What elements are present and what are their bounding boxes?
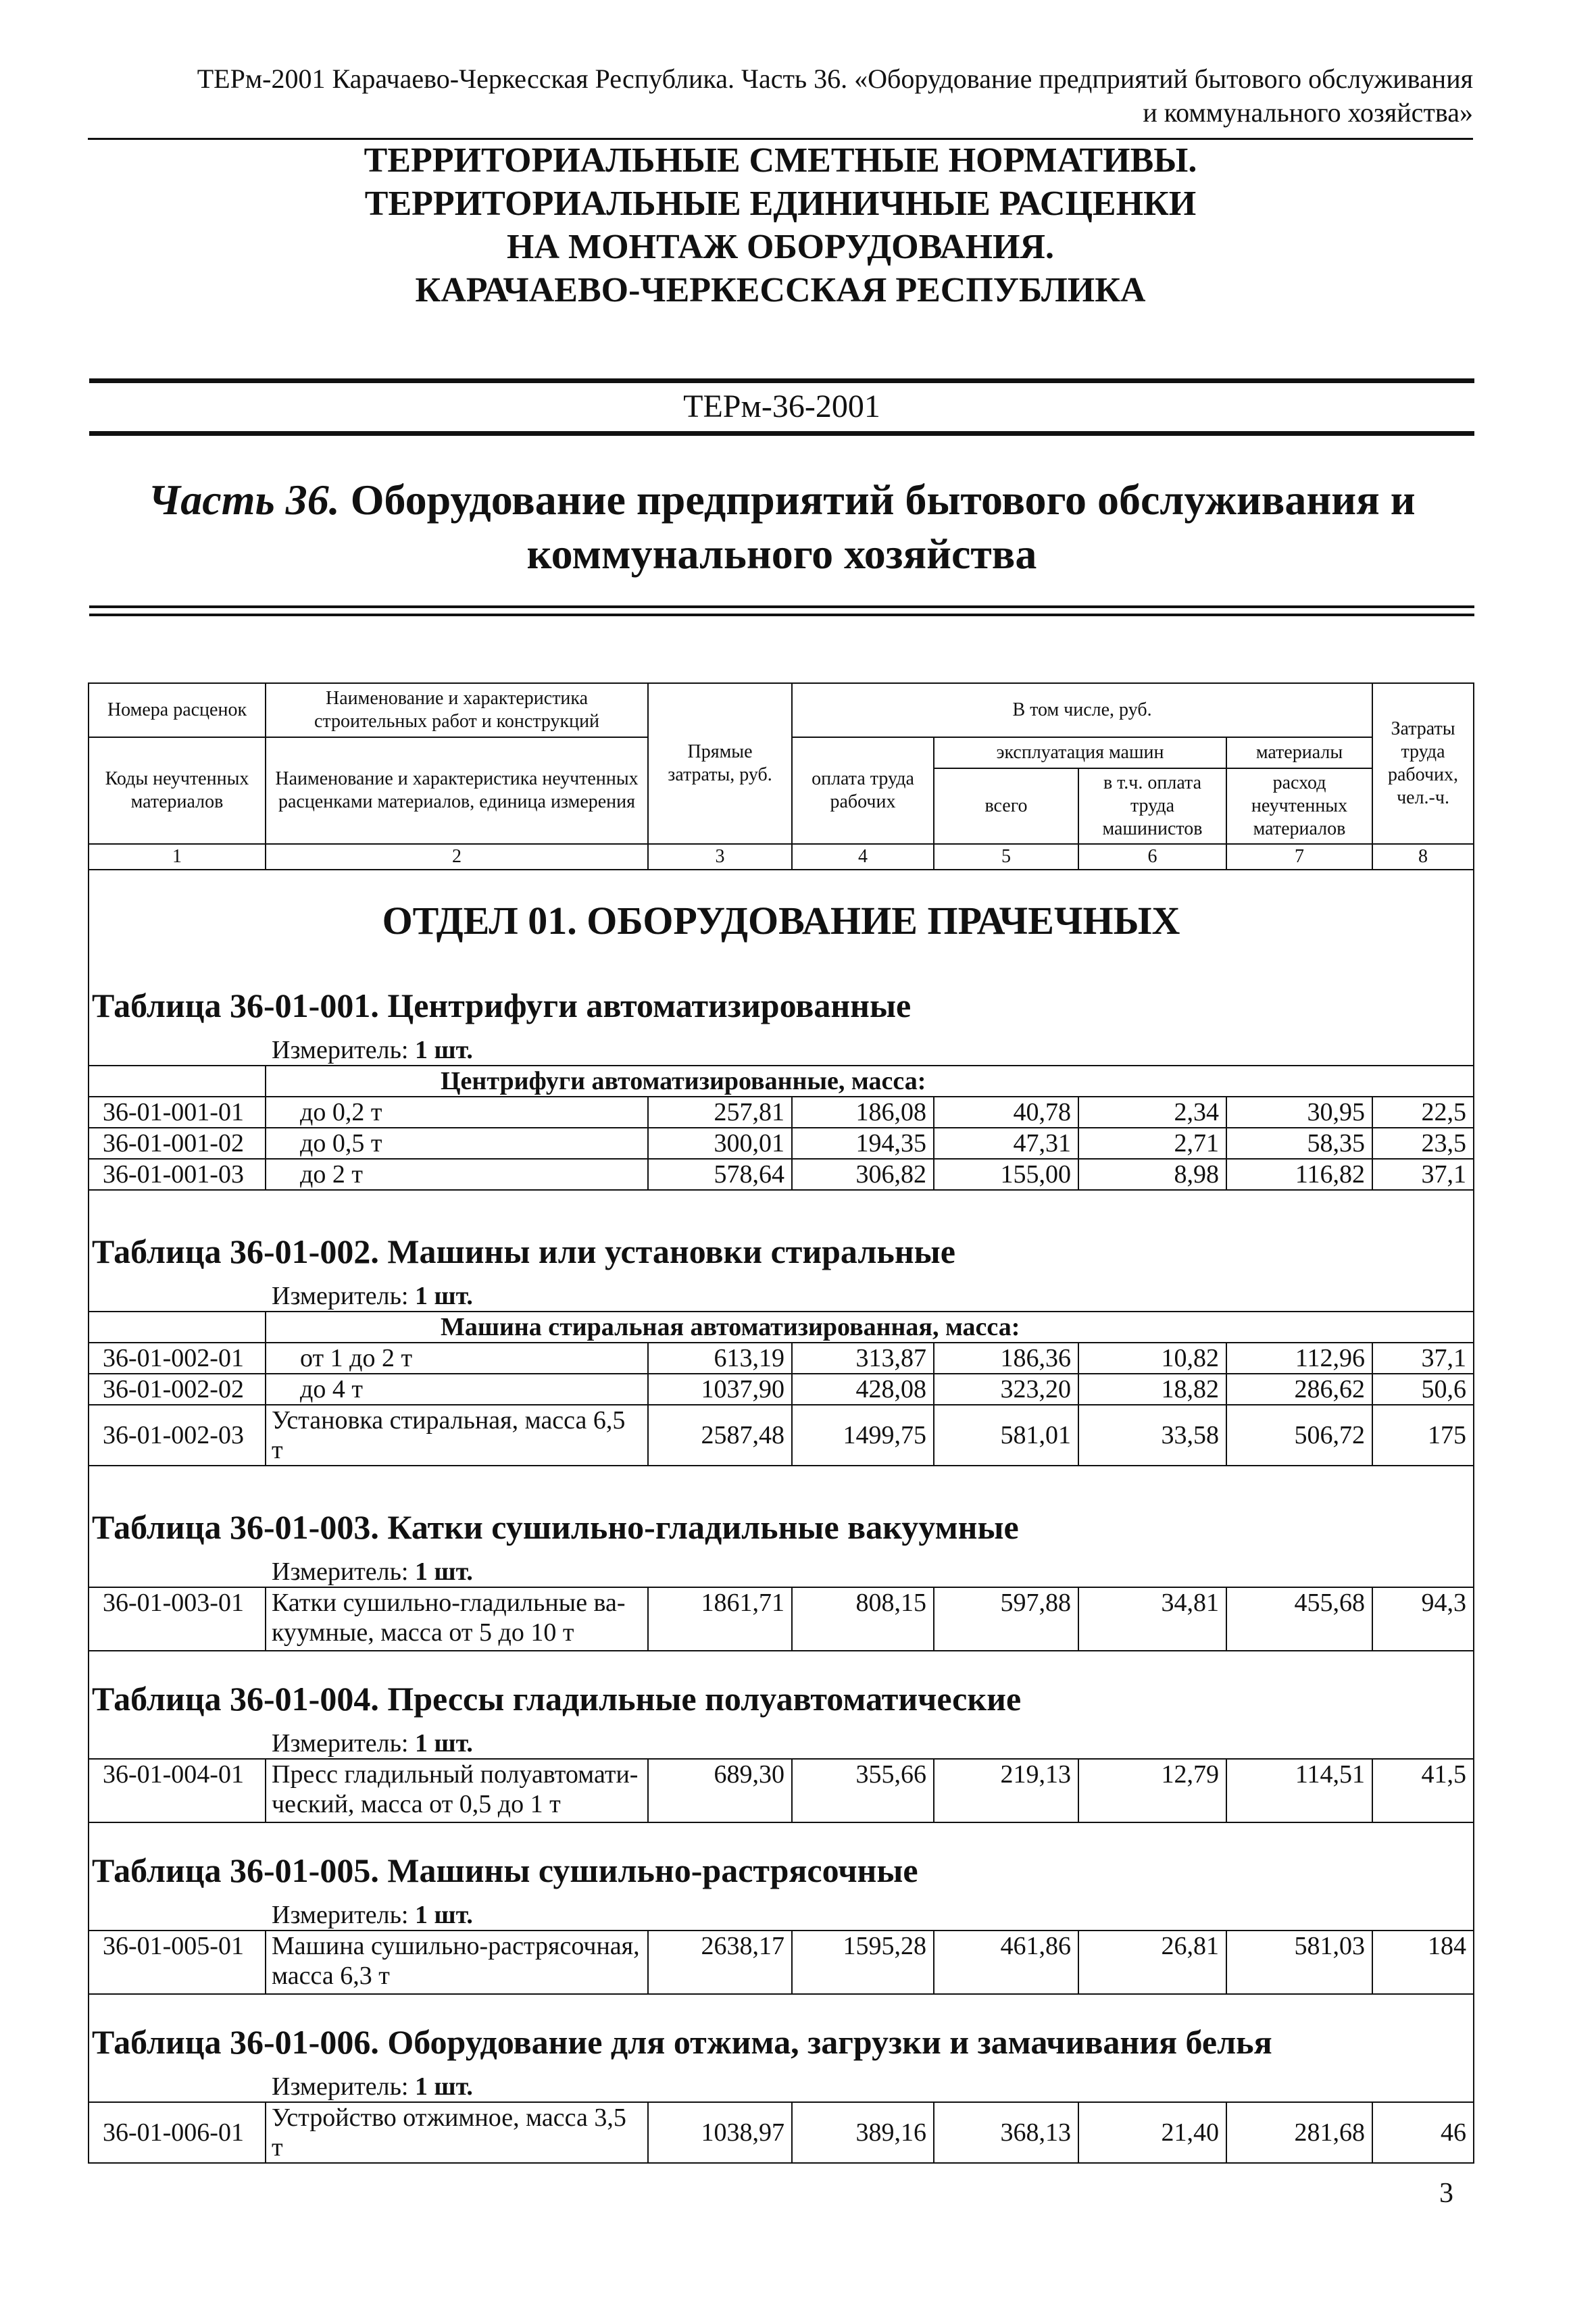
main-title-line2: ТЕРРИТОРИАЛЬНЫЕ ЕДИНИЧНЫЕ РАСЦЕНКИ — [364, 184, 1197, 223]
row-machinists: 18,82 — [1078, 1374, 1226, 1405]
table-title: Таблица 36-01-004. Прессы гладильные полуавтоматические — [89, 1651, 1474, 1723]
measure-label: Измеритель: — [272, 1901, 409, 1929]
row-machinists: 21,40 — [1078, 2102, 1226, 2163]
row-direct: 2587,48 — [648, 1405, 792, 1466]
table-row — [89, 1759, 1474, 1822]
main-title — [88, 139, 1473, 312]
row-name: от 1 до 2 т — [266, 1343, 648, 1374]
measure-label: Измеритель: — [272, 1282, 409, 1310]
header-col1-top: Номера расценок — [89, 683, 266, 737]
row-name-line2: ческий, масса от 0,5 до 1 т — [272, 1790, 561, 1818]
measure-value: 1 шт. — [415, 2072, 473, 2101]
row-code: 36-01-005-01 — [89, 1931, 266, 1994]
double-rule-upper — [89, 605, 1474, 608]
row-machines: 155,00 — [934, 1159, 1078, 1190]
table-row — [89, 1097, 1474, 1128]
double-rule-lower — [89, 614, 1474, 616]
row-machines: 47,31 — [934, 1128, 1078, 1159]
row-hours: 175 — [1372, 1405, 1474, 1466]
row-labor: 355,66 — [792, 1759, 934, 1822]
row-name: до 0,5 т — [266, 1128, 648, 1159]
row-code: 36-01-001-02 — [89, 1128, 266, 1159]
row-hours: 184 — [1372, 1931, 1474, 1994]
row-name — [266, 1931, 648, 1994]
row-hours: 22,5 — [1372, 1097, 1474, 1128]
row-materials: 581,03 — [1226, 1931, 1372, 1994]
row-direct: 257,81 — [648, 1097, 792, 1128]
doc-code: ТЕРм-36-2001 — [683, 389, 880, 424]
measure-line — [89, 1723, 1474, 1759]
row-labor: 313,87 — [792, 1343, 934, 1374]
main-title-line3: НА МОНТАЖ ОБОРУДОВАНИЯ. — [507, 228, 1054, 266]
table-row — [89, 1931, 1474, 1994]
row-machines: 581,01 — [934, 1405, 1078, 1466]
running-head-line2: и коммунального хозяйства» — [1143, 97, 1473, 128]
row-machines: 40,78 — [934, 1097, 1078, 1128]
row-name: до 4 т — [266, 1374, 648, 1405]
section-01 — [89, 870, 1474, 2163]
table-title: Таблица 36-01-003. Катки сушильно-гладильные вакуумные — [89, 1466, 1474, 1551]
header-labor-pay: оплата труда рабочих — [792, 737, 934, 844]
row-code: 36-01-002-03 — [89, 1405, 266, 1466]
row-name: до 2 т — [266, 1159, 648, 1190]
row-code: 36-01-002-02 — [89, 1374, 266, 1405]
row-materials: 114,51 — [1226, 1759, 1372, 1822]
row-direct: 300,01 — [648, 1128, 792, 1159]
code-rule-top — [89, 378, 1474, 383]
row-materials: 506,72 — [1226, 1405, 1372, 1466]
table-subhead: Центрифуги автоматизированные, масса: — [266, 1066, 1474, 1097]
measure-value: 1 шт. — [415, 1901, 473, 1929]
header-col1-bottom: Коды неучтенных материалов — [89, 737, 266, 844]
column-number: 2 — [266, 844, 648, 870]
row-name-line1: Машина сушильно-растрясочная, — [272, 1932, 640, 1960]
column-number: 3 — [648, 844, 792, 870]
header-materials-sub: расход неучтенных материалов — [1226, 768, 1372, 844]
row-machines: 461,86 — [934, 1931, 1078, 1994]
measure-line — [89, 1551, 1474, 1587]
row-machinists: 34,81 — [1078, 1587, 1226, 1651]
row-hours: 37,1 — [1372, 1159, 1474, 1190]
row-labor: 808,15 — [792, 1587, 934, 1651]
row-hours: 94,3 — [1372, 1587, 1474, 1651]
rates-table — [88, 682, 1474, 2164]
table-row — [89, 2102, 1474, 2163]
header-including: В том числе, руб. — [792, 683, 1372, 737]
row-direct: 2638,17 — [648, 1931, 792, 1994]
table-subhead: Машина стиральная автоматизированная, масса: — [266, 1312, 1474, 1343]
measure-value: 1 шт. — [415, 1282, 473, 1310]
row-name-line1: Катки сушильно-гладильные ва- — [272, 1589, 626, 1617]
row-materials: 30,95 — [1226, 1097, 1372, 1128]
row-hours: 23,5 — [1372, 1128, 1474, 1159]
row-hours: 41,5 — [1372, 1759, 1474, 1822]
page-number: 3 — [1439, 2178, 1453, 2209]
column-number: 7 — [1226, 844, 1372, 870]
main-title-line4: КАРАЧАЕВО-ЧЕРКЕССКАЯ РЕСПУБЛИКА — [415, 271, 1146, 309]
column-number-row — [89, 844, 1474, 870]
part-number: Часть 36. — [148, 476, 340, 524]
row-machines: 368,13 — [934, 2102, 1078, 2163]
row-machinists: 2,71 — [1078, 1128, 1226, 1159]
row-labor: 428,08 — [792, 1374, 934, 1405]
measure-label: Измеритель: — [272, 2072, 409, 2101]
row-name — [266, 1587, 648, 1651]
row-code: 36-01-003-01 — [89, 1587, 266, 1651]
row-direct: 578,64 — [648, 1159, 792, 1190]
row-labor: 186,08 — [792, 1097, 934, 1128]
row-hours: 50,6 — [1372, 1374, 1474, 1405]
row-labor: 1499,75 — [792, 1405, 934, 1466]
section-title: ОТДЕЛ 01. ОБОРУДОВАНИЕ ПРАЧЕЧНЫХ — [89, 870, 1474, 965]
measure-label: Измеритель: — [272, 1729, 409, 1758]
row-materials: 455,68 — [1226, 1587, 1372, 1651]
column-number: 8 — [1372, 844, 1474, 870]
table-row — [89, 1587, 1474, 1651]
table-row — [89, 1159, 1474, 1190]
row-hours: 46 — [1372, 2102, 1474, 2163]
measure-line — [89, 1895, 1474, 1931]
table-row — [89, 1374, 1474, 1405]
row-name-line2: куумные, масса от 5 до 10 т — [272, 1618, 574, 1647]
row-machinists: 33,58 — [1078, 1405, 1226, 1466]
row-materials: 58,35 — [1226, 1128, 1372, 1159]
header-col2-bottom: Наименование и характеристика неучтенных расценками материалов, единица измерения — [266, 737, 648, 844]
header-labor-hours: Затраты труда рабочих, чел.-ч. — [1372, 683, 1474, 844]
table-title: Таблица 36-01-006. Оборудование для отжима, загрузки и замачивания белья — [89, 1994, 1474, 2066]
header-machinists-pay: в т.ч. оплата труда машинистов — [1078, 768, 1226, 844]
header-col2-top: Наименование и характеристика строительных работ и конструкций — [266, 683, 648, 737]
row-machines: 219,13 — [934, 1759, 1078, 1822]
row-labor: 1595,28 — [792, 1931, 934, 1994]
header-machines-total: всего — [934, 768, 1078, 844]
row-direct: 613,19 — [648, 1343, 792, 1374]
row-direct: 1037,90 — [648, 1374, 792, 1405]
row-machinists: 8,98 — [1078, 1159, 1226, 1190]
row-machinists: 2,34 — [1078, 1097, 1226, 1128]
running-head-line1: ТЕРм-2001 Карачаево-Черкесская Республика. Часть 36. «Оборудование предприятий бытового обслуживания — [197, 64, 1473, 94]
row-name-line2: масса 6,3 т — [272, 1962, 390, 1990]
measure-value: 1 шт. — [415, 1036, 473, 1064]
table-header — [89, 683, 1474, 870]
column-number: 5 — [934, 844, 1078, 870]
row-machinists: 26,81 — [1078, 1931, 1226, 1994]
row-code: 36-01-001-03 — [89, 1159, 266, 1190]
code-rule-bottom — [89, 431, 1474, 436]
table-row — [89, 1128, 1474, 1159]
measure-line — [89, 1030, 1474, 1066]
row-materials: 281,68 — [1226, 2102, 1372, 2163]
row-code: 36-01-006-01 — [89, 2102, 266, 2163]
row-hours: 37,1 — [1372, 1343, 1474, 1374]
row-code: 36-01-001-01 — [89, 1097, 266, 1128]
measure-label: Измеритель: — [272, 1558, 409, 1586]
running-head — [88, 62, 1473, 130]
measure-line — [89, 1276, 1474, 1312]
row-direct: 1038,97 — [648, 2102, 792, 2163]
row-labor: 194,35 — [792, 1128, 934, 1159]
main-title-line1: ТЕРРИТОРИАЛЬНЫЕ СМЕТНЫЕ НОРМАТИВЫ. — [364, 141, 1197, 180]
row-code: 36-01-002-01 — [89, 1343, 266, 1374]
table-title: Таблица 36-01-001. Центрифуги автоматизированные — [89, 965, 1474, 1030]
row-machines: 597,88 — [934, 1587, 1078, 1651]
row-materials: 112,96 — [1226, 1343, 1372, 1374]
column-number: 4 — [792, 844, 934, 870]
row-name — [266, 1759, 648, 1822]
header-direct-costs: Прямые затраты, руб. — [648, 683, 792, 844]
row-labor: 389,16 — [792, 2102, 934, 2163]
column-number: 1 — [89, 844, 266, 870]
table-row — [89, 1405, 1474, 1466]
part-title — [89, 473, 1474, 581]
header-machines: эксплуатация машин — [934, 737, 1226, 768]
row-name-line1: Пресс гладильный полуавтомати- — [272, 1760, 639, 1789]
column-number: 6 — [1078, 844, 1226, 870]
row-name: Устройство отжимное, масса 3,5 т — [266, 2102, 648, 2163]
row-machinists: 12,79 — [1078, 1759, 1226, 1822]
table-title: Таблица 36-01-002. Машины или установки стиральные — [89, 1190, 1474, 1276]
header-materials: материалы — [1226, 737, 1372, 768]
measure-label: Измеритель: — [272, 1036, 409, 1064]
part-title-line1: Оборудование предприятий бытового обслуживания и — [350, 476, 1416, 524]
row-labor: 306,82 — [792, 1159, 934, 1190]
row-machines: 323,20 — [934, 1374, 1078, 1405]
measure-value: 1 шт. — [415, 1729, 473, 1758]
row-direct: 689,30 — [648, 1759, 792, 1822]
measure-value: 1 шт. — [415, 1558, 473, 1586]
table-title: Таблица 36-01-005. Машины сушильно-растрясочные — [89, 1822, 1474, 1895]
part-title-line2: коммунального хозяйства — [526, 530, 1037, 578]
row-direct: 1861,71 — [648, 1587, 792, 1651]
row-name: Установка стиральная, масса 6,5 т — [266, 1405, 648, 1466]
row-materials: 286,62 — [1226, 1374, 1372, 1405]
row-code: 36-01-004-01 — [89, 1759, 266, 1822]
row-machinists: 10,82 — [1078, 1343, 1226, 1374]
table-row — [89, 1343, 1474, 1374]
row-machines: 186,36 — [934, 1343, 1078, 1374]
row-name: до 0,2 т — [266, 1097, 648, 1128]
measure-line — [89, 2066, 1474, 2102]
row-materials: 116,82 — [1226, 1159, 1372, 1190]
